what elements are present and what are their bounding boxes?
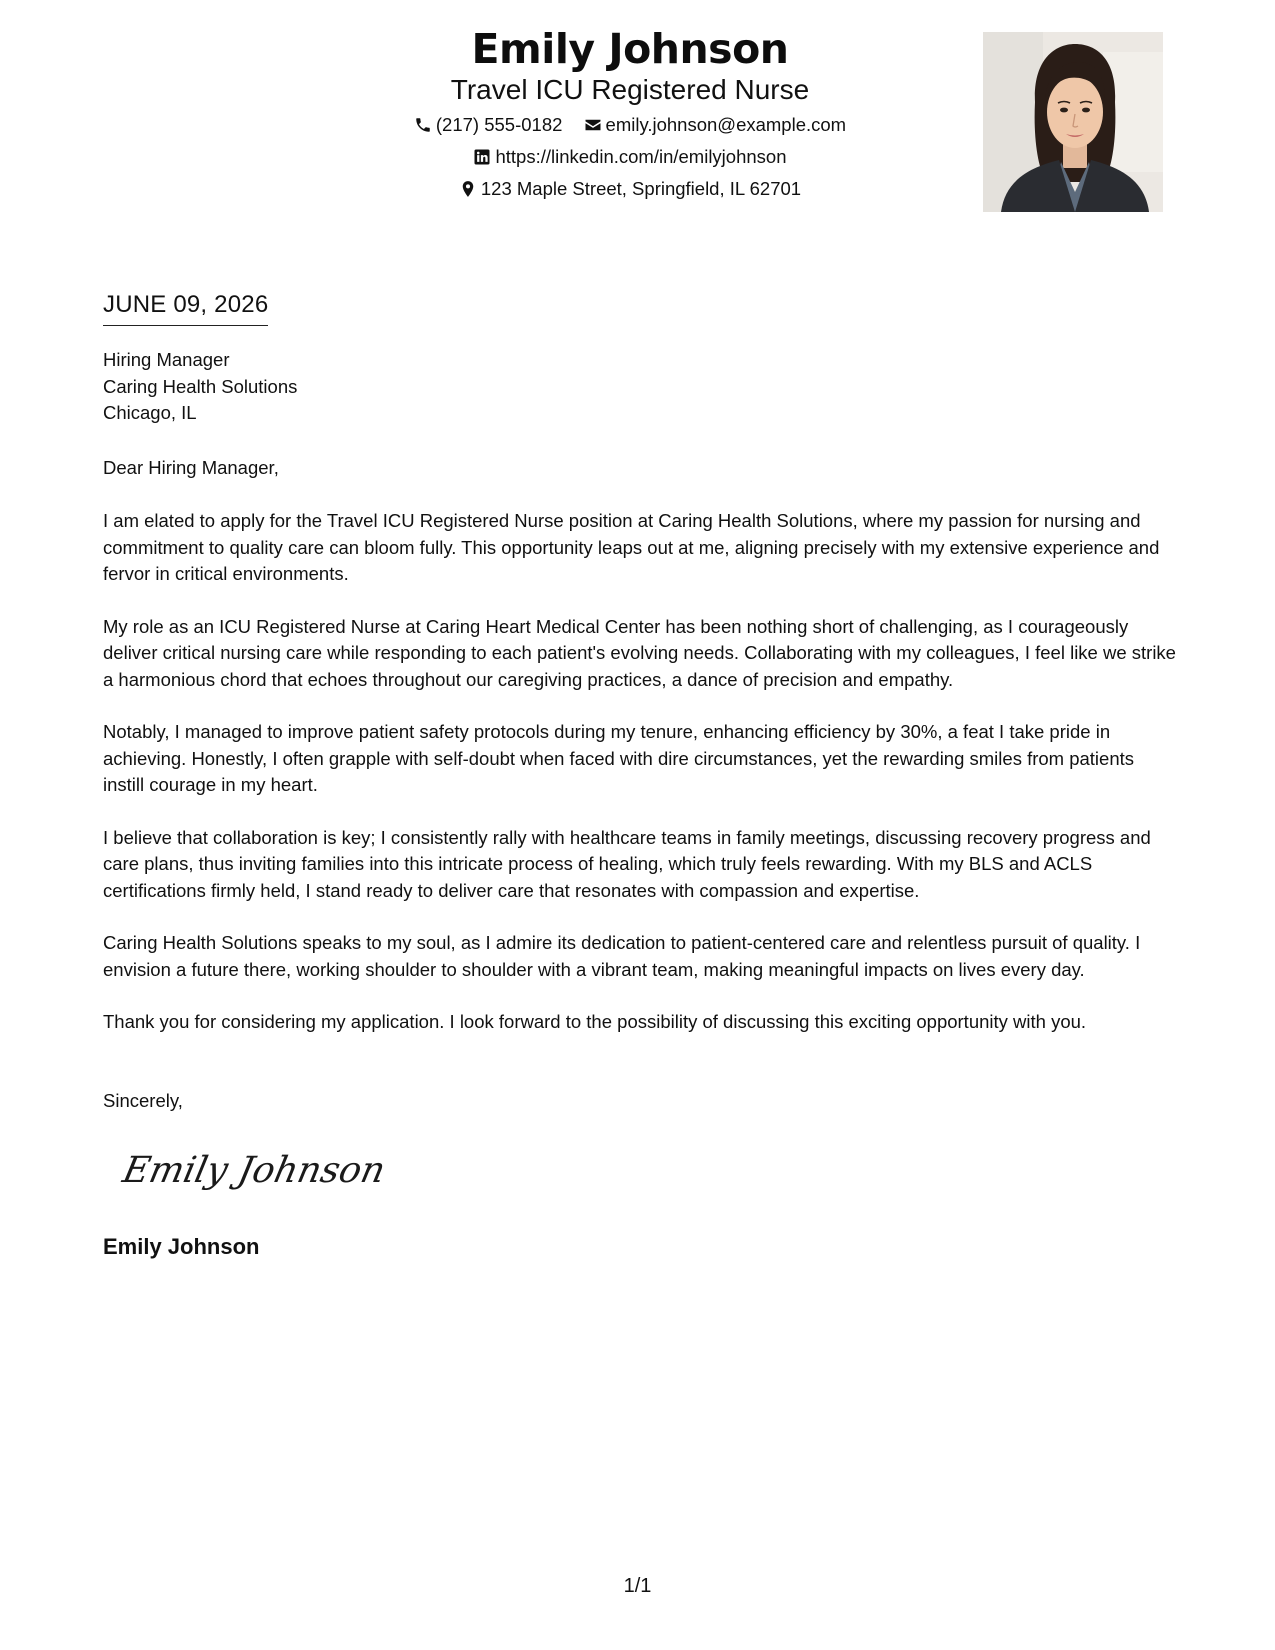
body-paragraph: I am elated to apply for the Travel ICU Registered Nurse position at Caring Health Solutions, where my passion for nursing and commitment to quality care can bloom fully. This opportunity leaps out at me, aligning precisely with my extensive experience and fervor in critical environments. xyxy=(103,510,1160,584)
letter-date: JUNE 09, 2026 xyxy=(103,288,268,326)
recipient-location: Chicago, IL xyxy=(103,402,197,423)
contact-linkedin-text: https://linkedin.com/in/emilyjohnson xyxy=(495,146,787,167)
closing: Sincerely, xyxy=(103,1090,183,1111)
body-paragraph: Notably, I managed to improve patient safety protocols during my tenure, enhancing efficiency by 30%, a feat I take pride in achieving. Honestly, I often grapple with self-doubt when faced with dire circumstances, yet the rewarding smiles from patients instill courage in my heart. xyxy=(103,721,1135,795)
contact-phone[interactable] xyxy=(414,112,563,138)
contact-address-text: 123 Maple Street, Springfield, IL 62701 xyxy=(480,178,802,199)
body-paragraph: I believe that collaboration is key; I consistently rally with healthcare teams in family meetings, discussing recovery progress and care plans, thus inviting families into this intricate process of healing, which truly feels rewarding. With my BLS and ACLS certifications firmly held, I stand ready to deliver care that resonates with compassion and expertise. xyxy=(103,826,1151,901)
letter-header xyxy=(0,22,1275,222)
linkedin-icon xyxy=(473,148,491,166)
handwritten-signature xyxy=(118,1140,390,1200)
salutation: Dear Hiring Manager, xyxy=(103,457,279,478)
recipient-block xyxy=(103,347,297,427)
contact-email[interactable] xyxy=(584,112,847,138)
profile-photo xyxy=(983,32,1163,212)
contact-line-address xyxy=(330,176,930,205)
svg-text:Emily Johnson: Emily Johnson xyxy=(119,1148,390,1191)
body-paragraph: My role as an ICU Registered Nurse at Caring Heart Medical Center has been nothing short of challenging, as I courageously deliver critical nursing care while responding to each patient's evolving needs. Collaborating with my colleagues, I feel like we strike a harmonious chord that echoes throughout our caregiving practices, a dance of precision and empathy. xyxy=(103,615,1176,690)
recipient-title: Hiring Manager xyxy=(103,349,230,370)
recipient-company: Caring Health Solutions xyxy=(103,375,298,397)
applicant-name: Emily Johnson xyxy=(471,25,789,73)
contact-line-linkedin xyxy=(330,144,930,173)
letter-body xyxy=(103,508,1178,1062)
signer-name: Emily Johnson xyxy=(103,1234,260,1259)
body-paragraph: Thank you for considering my application. I look forward to the possibility of discussing this exciting opportunity with you. xyxy=(103,1011,1087,1032)
map-pin-icon xyxy=(459,180,477,198)
contact-line-phone-email xyxy=(330,112,930,141)
envelope-icon xyxy=(584,116,602,134)
contact-linkedin[interactable] xyxy=(473,144,786,170)
page-number: 1/1 xyxy=(623,1575,652,1597)
applicant-job-title: Travel ICU Registered Nurse xyxy=(450,74,810,105)
body-paragraph: Caring Health Solutions speaks to my soul, as I admire its dedication to patient-centered care and relentless pursuit of quality. I envision a future there, working shoulder to shoulder with a vibrant team, making meaningful impacts on lives every day. xyxy=(103,932,1141,980)
contact-phone-text: (217) 555-0182 xyxy=(435,114,563,135)
contact-email-text: emily.johnson@example.com xyxy=(605,114,847,135)
contact-address xyxy=(459,176,801,202)
phone-icon xyxy=(414,116,432,134)
